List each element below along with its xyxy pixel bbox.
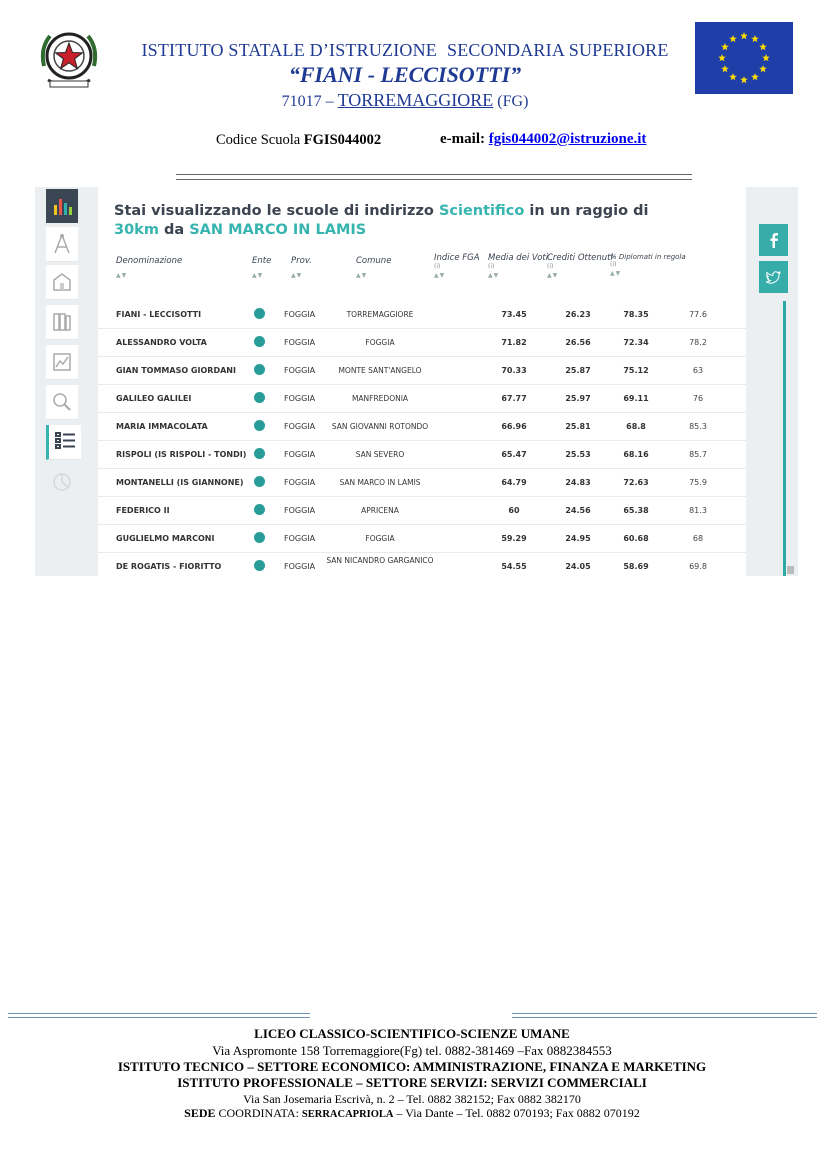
col-crediti[interactable]: [547, 253, 613, 279]
col-fga-label: Indice FGA: [434, 253, 480, 263]
list-icon[interactable]: [46, 425, 81, 460]
institute-heading: [100, 40, 710, 61]
sort-arrows-icon[interactable]: ▲▼: [291, 272, 303, 279]
table-row[interactable]: [98, 525, 746, 553]
col-name-label: Denominazione: [116, 256, 183, 266]
title-field: Scientifico: [438, 203, 525, 219]
col-ente[interactable]: [252, 256, 271, 279]
ente-status-icon: [254, 392, 265, 403]
table-row[interactable]: [98, 413, 746, 441]
crediti-cell: 68.16: [623, 450, 649, 459]
title-prefix: Stai visualizzando le scuole di indirizzo: [114, 203, 434, 219]
eu-star-icon: [729, 35, 737, 42]
facebook-icon[interactable]: [759, 224, 788, 256]
table-row[interactable]: [98, 469, 746, 497]
school-name-cell[interactable]: RISPOLI (IS RISPOLI - TONDI): [116, 450, 247, 459]
col-crediti-label: Crediti Ottenuti: [547, 253, 613, 263]
footer-line-6: [0, 1105, 824, 1123]
search-icon[interactable]: [46, 385, 78, 420]
footer-line-1: LICEO CLASSICO-SCIENTIFICO-SCIENZE UMANE: [254, 1026, 570, 1041]
school-name-cell[interactable]: GALILEO GALILEI: [116, 394, 192, 403]
school-name-cell[interactable]: DE ROGATIS - FIORITTO: [116, 562, 222, 571]
diplomati-cell: 69.8: [689, 562, 707, 571]
fga-cell: 67.77: [501, 394, 527, 403]
comune-cell: FOGGIA: [365, 338, 395, 347]
crediti-cell: 58.69: [623, 562, 649, 571]
footer-line-2: Via Aspromonte 158 Torremaggiore(Fg) tel. 0882-381469 –Fax 0882384553: [212, 1043, 612, 1058]
comune-cell: MANFREDONIA: [351, 394, 409, 403]
eu-star-icon: [718, 54, 726, 61]
province-cell: FOGGIA: [284, 338, 316, 347]
media-cell: 25.53: [565, 450, 591, 459]
col-media-label: Media dei Voti: [488, 253, 549, 263]
col-prov[interactable]: [291, 256, 312, 279]
footer-sede-label: SEDE: [184, 1106, 216, 1120]
email-label: e-mail:: [440, 131, 485, 147]
diplomati-cell: 85.3: [689, 422, 707, 431]
fga-cell: 64.79: [501, 478, 527, 487]
media-cell: 24.56: [565, 506, 591, 515]
sort-arrows-icon[interactable]: ▲▼: [488, 272, 500, 279]
sort-arrows-icon[interactable]: ▲▼: [116, 272, 128, 279]
diplomati-cell: 85.7: [689, 450, 707, 459]
diplomati-cell: 81.3: [689, 506, 707, 515]
ente-status-icon: [254, 560, 265, 571]
table-row[interactable]: [98, 441, 746, 469]
col-prov-label: Prov.: [291, 256, 312, 266]
info-icon[interactable]: (i): [610, 261, 617, 268]
eu-flag-icon: [695, 22, 793, 94]
crediti-cell: 75.12: [623, 366, 649, 375]
province-cell: FOGGIA: [284, 450, 316, 459]
crediti-cell: 60.68: [623, 534, 649, 543]
media-cell: 26.23: [565, 310, 591, 319]
table-row[interactable]: [98, 301, 746, 329]
province-cell: FOGGIA: [284, 366, 316, 375]
comune-cell: APRICENA: [361, 506, 399, 515]
email-link[interactable]: fgis044002@istruzione.it: [488, 131, 647, 147]
province-cell: FOGGIA: [284, 478, 316, 487]
diplomati-cell: 75.9: [689, 478, 707, 487]
media-cell: 24.05: [565, 562, 591, 571]
footer-rule-right: [512, 1013, 817, 1018]
title-place: SAN MARCO IN LAMIS: [189, 222, 367, 238]
scrollbar[interactable]: [783, 301, 786, 576]
col-comune-label: Comune: [356, 256, 392, 266]
table-row[interactable]: [98, 497, 746, 525]
ente-status-icon: [254, 532, 265, 543]
col-ente-label: Ente: [252, 256, 272, 266]
title-radius: 30km: [114, 222, 159, 238]
chart-icon[interactable]: [46, 345, 78, 380]
province-cell: FOGGIA: [284, 394, 316, 403]
col-name[interactable]: [116, 256, 182, 279]
school-ranking-screenshot: [35, 187, 798, 576]
sort-arrows-icon[interactable]: ▲▼: [610, 270, 622, 277]
ente-status-icon: [254, 420, 265, 431]
eu-star-icon: [721, 43, 729, 50]
crediti-cell: 68.8: [626, 422, 646, 431]
info-icon[interactable]: (i): [547, 263, 554, 270]
table-row[interactable]: [98, 553, 746, 576]
results-panel: [98, 187, 746, 576]
table-header: [98, 253, 746, 289]
eu-star-icon: [751, 73, 759, 80]
table-row[interactable]: [98, 385, 746, 413]
eu-star-icon: [740, 32, 748, 39]
province-cell: FOGGIA: [284, 562, 316, 571]
school-name: “FIANI - LECCISOTTI”: [288, 62, 522, 87]
footer-place: SERRACAPRIOLA: [301, 1109, 394, 1120]
footer-line-4: ISTITUTO PROFESSIONALE – SETTORE SERVIZI: SERVIZI COMMERCIALI: [177, 1075, 647, 1090]
ente-status-icon: [254, 504, 265, 515]
fga-cell: 71.82: [501, 338, 527, 347]
fga-cell: 59.29: [501, 534, 527, 543]
eu-star-icon: [740, 76, 748, 83]
media-cell: 24.83: [565, 478, 591, 487]
compass-icon[interactable]: [46, 227, 78, 262]
school-code-value: FGIS044002: [303, 132, 382, 148]
info-icon[interactable]: (i): [488, 263, 495, 270]
info-icon[interactable]: (i): [434, 263, 441, 270]
footer-rule-left: [8, 1013, 310, 1018]
fga-cell: 54.55: [501, 562, 527, 571]
pie-chart-icon[interactable]: [46, 465, 78, 499]
bar-chart-logo-icon[interactable]: [46, 189, 78, 223]
table-row[interactable]: [98, 329, 746, 357]
title-mid-2: da: [164, 222, 185, 238]
comune-cell: SAN GIOVANNI ROTONDO: [331, 422, 429, 431]
school-name-cell[interactable]: GIAN TOMMASO GIORDANI: [116, 366, 236, 375]
diplomati-cell: 78.2: [689, 338, 707, 347]
diplomati-cell: 63: [692, 366, 704, 375]
province-cell: FOGGIA: [284, 310, 316, 319]
eu-star-icon: [729, 73, 737, 80]
footer-line-3: ISTITUTO TECNICO – SETTORE ECONOMICO: AMMINISTRAZIONE, FINANZA E MARKETING: [117, 1059, 707, 1074]
col-diplomati[interactable]: [610, 253, 686, 277]
books-icon[interactable]: [46, 305, 78, 340]
fga-cell: 60: [508, 506, 520, 515]
comune-cell: SAN NICANDRO GARGANICO: [326, 556, 434, 565]
diplomati-cell: 68: [692, 534, 704, 543]
address-line: [100, 90, 710, 111]
italian-republic-emblem-icon: [36, 26, 102, 94]
school-code: [216, 132, 381, 149]
school-name-cell[interactable]: FEDERICO II: [116, 506, 170, 515]
comune-cell: SAN MARCO IN LAMIS: [339, 478, 421, 487]
fga-cell: 65.47: [501, 450, 527, 459]
comune-cell: TORREMAGGIORE: [346, 310, 414, 319]
school-code-label: Codice Scuola: [216, 132, 301, 148]
media-cell: 26.56: [565, 338, 591, 347]
crediti-cell: 72.63: [623, 478, 649, 487]
eu-star-icon: [759, 43, 767, 50]
media-cell: 25.97: [565, 394, 591, 403]
school-name-cell[interactable]: FIANI - LECCISOTTI: [116, 310, 202, 319]
eu-star-icon: [759, 65, 767, 72]
media-cell: 25.87: [565, 366, 591, 375]
ente-status-icon: [254, 364, 265, 375]
sidebar: [43, 187, 77, 576]
col-comune[interactable]: [356, 256, 391, 279]
diplomati-cell: 77.6: [689, 310, 707, 319]
school-name-cell[interactable]: ALESSANDRO VOLTA: [116, 338, 207, 347]
ente-status-icon: [254, 448, 265, 459]
sort-arrows-icon[interactable]: ▲▼: [434, 272, 446, 279]
ente-status-icon: [254, 308, 265, 319]
school-name-cell[interactable]: MONTANELLI (IS GIANNONE): [116, 478, 244, 487]
results-title: [114, 202, 684, 240]
sort-arrows-icon[interactable]: ▲▼: [252, 272, 264, 279]
eu-star-icon: [762, 54, 770, 61]
province-cell: FOGGIA: [284, 422, 316, 431]
province-cell: FOGGIA: [284, 506, 316, 515]
comune-cell: MONTE SANT'ANGELO: [338, 366, 422, 375]
page-scrollbar-thumb[interactable]: [787, 566, 794, 574]
email: [440, 131, 646, 148]
footer-contacts: – Via Dante – Tel. 0882 070193; Fax 0882 070192: [396, 1106, 640, 1120]
fga-cell: 73.45: [501, 310, 527, 319]
postcode: 71017 –: [281, 93, 334, 110]
col-media[interactable]: [488, 253, 548, 279]
crediti-cell: 78.35: [623, 310, 649, 319]
col-fga[interactable]: [434, 253, 480, 279]
crediti-cell: 72.34: [623, 338, 649, 347]
crediti-cell: 65.38: [623, 506, 649, 515]
header-separator: [176, 174, 692, 180]
ente-status-icon: [254, 476, 265, 487]
heading-part-2: SECONDARIA SUPERIORE: [447, 40, 669, 60]
media-cell: 25.81: [565, 422, 591, 431]
ente-status-icon: [254, 336, 265, 347]
fga-cell: 66.96: [501, 422, 527, 431]
sort-arrows-icon[interactable]: ▲▼: [547, 272, 559, 279]
table-row[interactable]: [98, 357, 746, 385]
twitter-icon[interactable]: [759, 261, 788, 293]
town: TORREMAGGIORE: [337, 90, 494, 110]
heading-part-1: ISTITUTO STATALE D’ISTRUZIONE: [141, 40, 438, 60]
crediti-cell: 69.11: [623, 394, 649, 403]
comune-cell: SAN SEVERO: [355, 450, 405, 459]
school-building-icon[interactable]: [46, 265, 78, 300]
col-diplomati-label: % Diplomati in regola: [610, 253, 686, 261]
school-name-cell[interactable]: GUGLIELMO MARCONI: [116, 534, 215, 543]
sort-arrows-icon[interactable]: ▲▼: [356, 272, 368, 279]
footer-coordinata: COORDINATA:: [218, 1106, 299, 1120]
footer-line-5: Via San Josemaria Escrivà, n. 2 – Tel. 0882 382152; Fax 0882 382170: [243, 1092, 581, 1106]
title-mid-1: in un raggio di: [529, 203, 649, 219]
fga-cell: 70.33: [501, 366, 527, 375]
eu-star-icon: [721, 65, 729, 72]
media-cell: 24.95: [565, 534, 591, 543]
province: (FG): [497, 93, 529, 110]
province-cell: FOGGIA: [284, 534, 316, 543]
school-name-cell[interactable]: MARIA IMMACOLATA: [116, 422, 208, 431]
comune-cell: FOGGIA: [365, 534, 395, 543]
diplomati-cell: 76: [692, 394, 704, 403]
eu-star-icon: [751, 35, 759, 42]
